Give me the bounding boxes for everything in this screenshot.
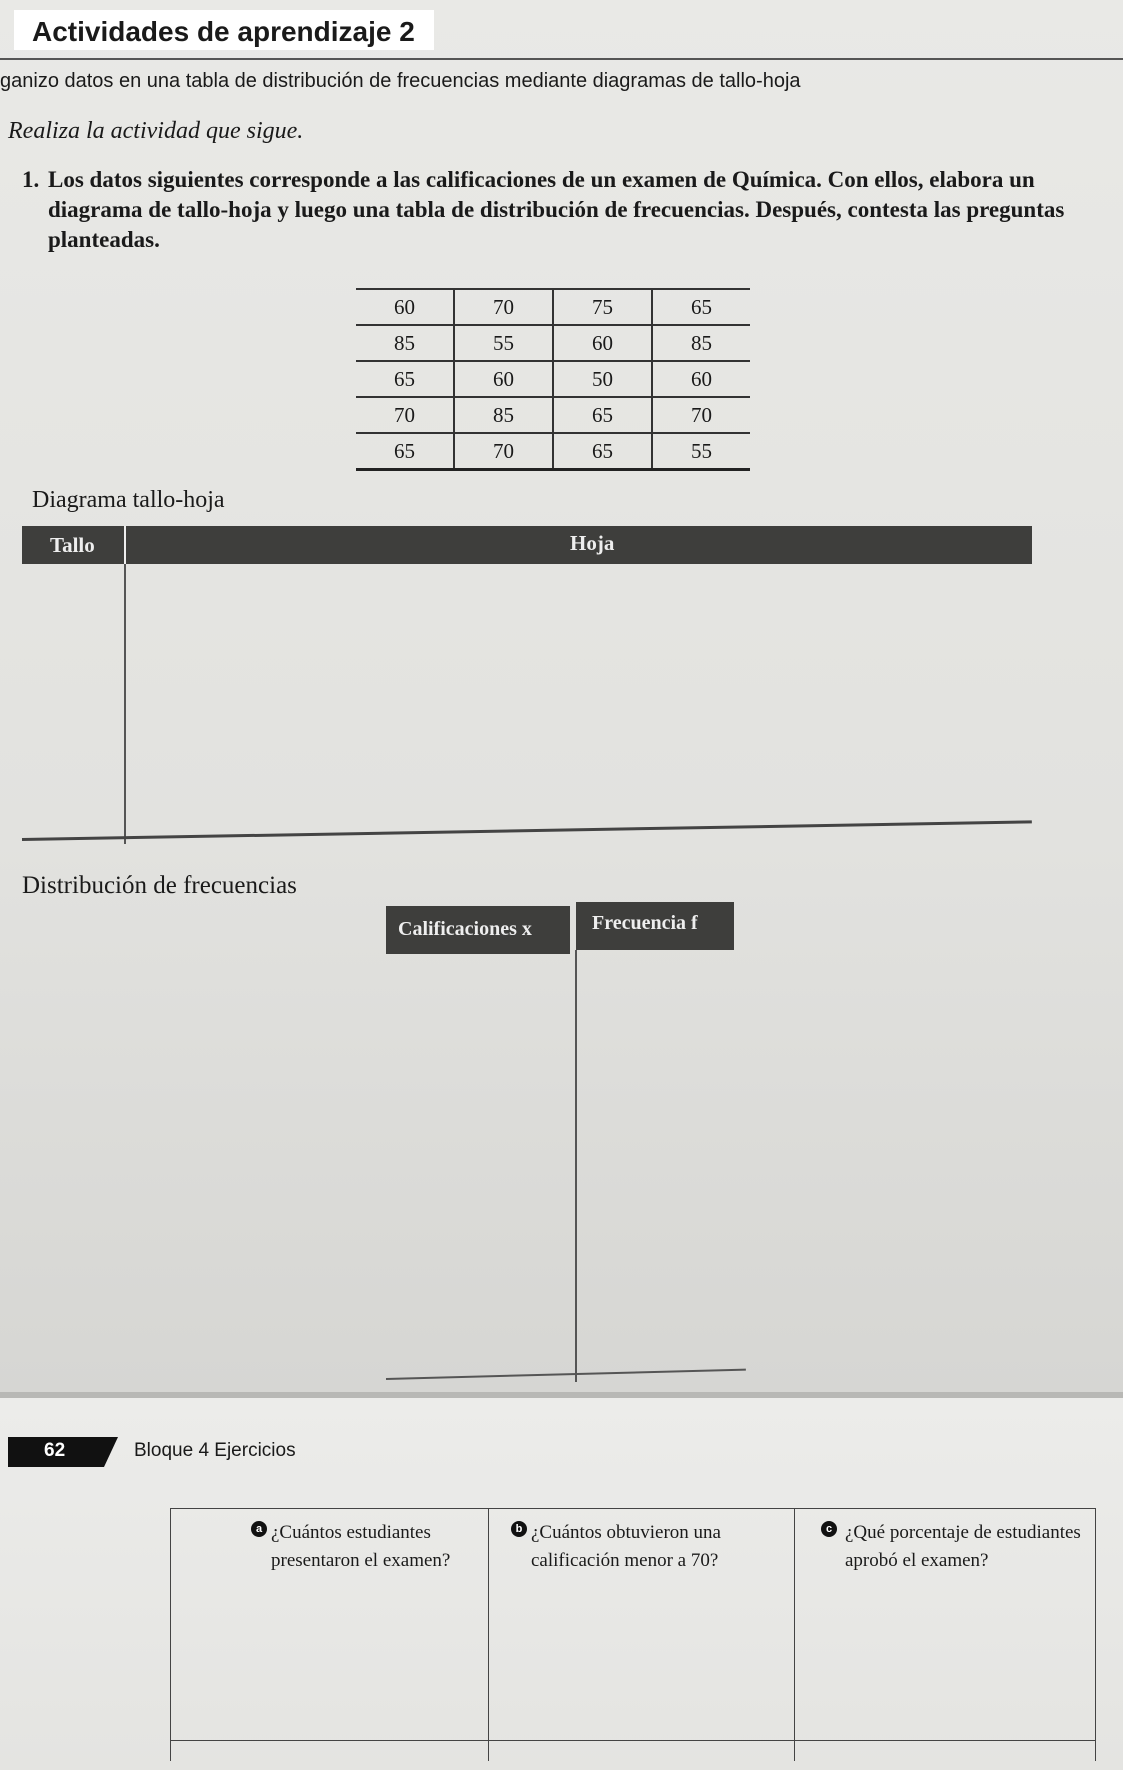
table-cell: 70 [454, 289, 553, 325]
page-number: 62 [44, 1440, 66, 1461]
table-cell: 60 [356, 289, 454, 325]
table-cell: 60 [553, 325, 652, 361]
table-cell: 60 [652, 361, 750, 397]
grade-column-label: Calificaciones x [398, 918, 532, 940]
question-1-text: Los datos siguientes corresponde a las calificaciones de un examen de Química. Con ellos, elabora un diagrama de tallo-hoja y luego una tabla de distribución de frecuencias. Después, contesta las preguntas planteadas. [48, 167, 1065, 252]
table-row [356, 361, 750, 397]
page-number-tab-tail [104, 1437, 118, 1467]
activity-title: Actividades de aprendizaje 2 [32, 16, 415, 47]
instruction-text: Realiza la actividad que sigue. [8, 118, 304, 144]
table-cell: 70 [454, 433, 553, 470]
table-cell: 50 [553, 361, 652, 397]
table-row [356, 325, 750, 361]
subquestion-b-text: ¿Cuántos obtuvieron una calificación menor a 70? [531, 1522, 721, 1571]
frequency-divider [575, 950, 577, 1382]
question-1-number: 1. [22, 167, 40, 192]
subquestion-b [488, 1508, 795, 1761]
title-rule [0, 58, 1123, 60]
activity-title-box [14, 10, 434, 50]
table-cell: 60 [454, 361, 553, 397]
stem-leaf-header-divider [124, 526, 126, 564]
footer-text: Bloque 4 Ejercicios [134, 1440, 296, 1461]
table-cell: 85 [356, 325, 454, 361]
subquestion-a-badge: a [251, 1521, 267, 1537]
frequency-column-label: Frecuencia f [592, 912, 698, 934]
subquestion-c [794, 1508, 1096, 1761]
stem-leaf-title: Diagrama tallo-hoja [32, 487, 225, 513]
table-cell: 70 [356, 397, 454, 433]
subquestion-b-badge: b [511, 1521, 527, 1537]
table-cell: 65 [356, 361, 454, 397]
table-cell: 65 [553, 397, 652, 433]
subquestion-c-badge: c [821, 1521, 837, 1537]
table-cell: 70 [652, 397, 750, 433]
grade-column-header [386, 906, 570, 954]
table-cell: 75 [553, 289, 652, 325]
grades-table [356, 288, 750, 471]
table-cell: 85 [652, 325, 750, 361]
subquestion-c-text: ¿Qué porcentaje de estudiantes aprobó el examen? [845, 1522, 1081, 1571]
table-cell: 65 [356, 433, 454, 470]
table-cell: 65 [553, 433, 652, 470]
subquestions-bottom-rule [170, 1740, 1095, 1741]
table-row [356, 289, 750, 325]
page-number-tab [8, 1437, 104, 1467]
page-edge [0, 1392, 1123, 1398]
subquestion-a [170, 1508, 489, 1761]
leaf-column-label: Hoja [570, 531, 615, 555]
subquestion-a-text: ¿Cuántos estudiantes presentaron el examen? [271, 1522, 451, 1571]
stem-leaf-divider [124, 564, 126, 844]
frequency-column-header [576, 902, 734, 950]
frequency-title: Distribución de frecuencias [22, 872, 297, 899]
question-1 [22, 165, 1102, 255]
stem-leaf-header [22, 526, 1032, 564]
table-cell: 65 [652, 289, 750, 325]
table-row [356, 433, 750, 470]
table-cell: 85 [454, 397, 553, 433]
stem-column-label: Tallo [50, 533, 95, 557]
table-cell: 55 [454, 325, 553, 361]
section-subtitle: ganizo datos en una tabla de distribución de frecuencias mediante diagramas de tallo-hoja [0, 70, 801, 92]
table-row [356, 397, 750, 433]
table-cell: 55 [652, 433, 750, 470]
